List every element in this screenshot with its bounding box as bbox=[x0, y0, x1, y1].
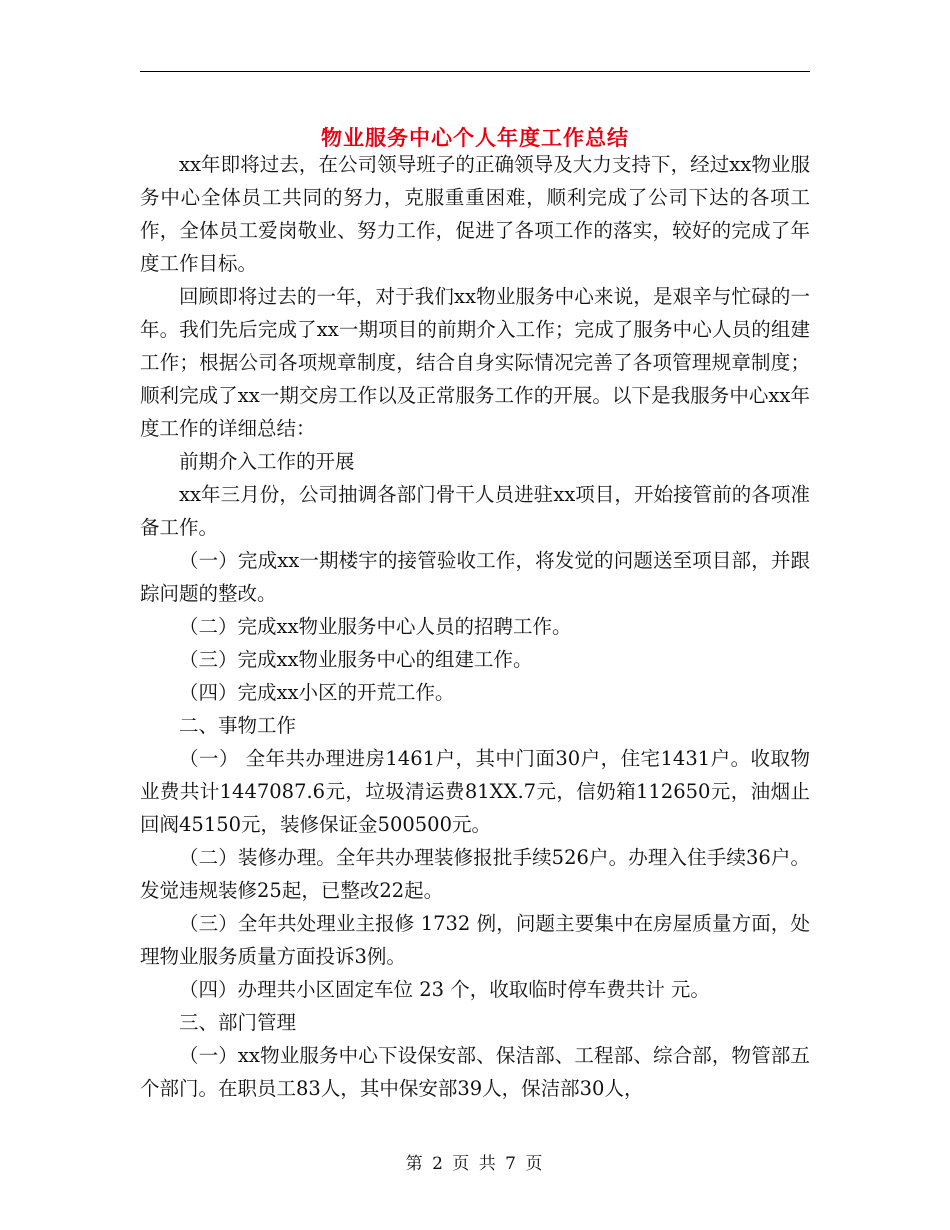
list-item: （一）完成xx一期楼宇的接管验收工作，将发觉的问题送至项目部，并跟踪问题的整改。 bbox=[140, 549, 810, 605]
list-item: （三）完成xx物业服务中心的组建工作。 bbox=[179, 648, 533, 671]
page-number: 第 2 页 共 7 页 bbox=[405, 1154, 545, 1174]
section-heading-departments: 三、部门管理 bbox=[179, 1011, 297, 1034]
list-item: （一）xx物业服务中心下设保安部、保洁部、工程部、综合部，物管部五个部门。在职员工83人，其中保安部39人，保洁部30人， bbox=[140, 1044, 810, 1100]
list-item: （四）办理共小区固定车位 23 个，收取临时停车费共计 元。 bbox=[179, 978, 710, 1001]
header-rule bbox=[140, 71, 810, 72]
list-item: （一） 全年共办理进房1461户，其中门面30户，住宅1431户。收取物业费共计1447087.6元，垃圾清运费81XX.7元，信奶箱112650元，油烟止回阀45150元，装修保证金500500元。 bbox=[140, 747, 810, 836]
paragraph-march: xx年三月份，公司抽调各部门骨干人员进驻xx项目，开始接管前的各项准备工作。 bbox=[140, 483, 810, 539]
list-item: （三）全年共处理业主报修 1732 例，问题主要集中在房屋质量方面，处理物业服务质量方面投诉3例。 bbox=[140, 912, 810, 968]
list-item: （二）装修办理。全年共办理装修报批手续526户。办理入住手续36户。发觉违规装修25起，已整改22起。 bbox=[140, 846, 810, 902]
section-heading-affairs: 二、事物工作 bbox=[179, 714, 297, 737]
section-heading-preliminary: 前期介入工作的开展 bbox=[179, 450, 355, 473]
document-body bbox=[140, 148, 810, 1105]
paragraph-review: 回顾即将过去的一年，对于我们xx物业服务中心来说，是艰辛与忙碌的一年。我们先后完成了xx一期项目的前期介入工作；完成了服务中心人员的组建工作；根据公司各项规章制度，结合自身实际情况完善了各项管理规章制度；顺利完成了xx一期交房工作以及正常服务工作的开展。以下是我服务中心xx年度工作的详细总结： bbox=[140, 285, 810, 440]
paragraph-intro: xx年即将过去，在公司领导班子的正确领导及大力支持下，经过xx物业服务中心全体员工共同的努力，克服重重困难，顺利完成了公司下达的各项工作，全体员工爱岗敬业、努力工作，促进了各项工作的落实，较好的完成了年度工作目标。 bbox=[140, 153, 810, 275]
document-title: 物业服务中心个人年度工作总结 bbox=[321, 126, 629, 151]
list-item: （四）完成xx小区的开荒工作。 bbox=[179, 681, 455, 704]
list-item: （二）完成xx物业服务中心人员的招聘工作。 bbox=[179, 615, 572, 638]
